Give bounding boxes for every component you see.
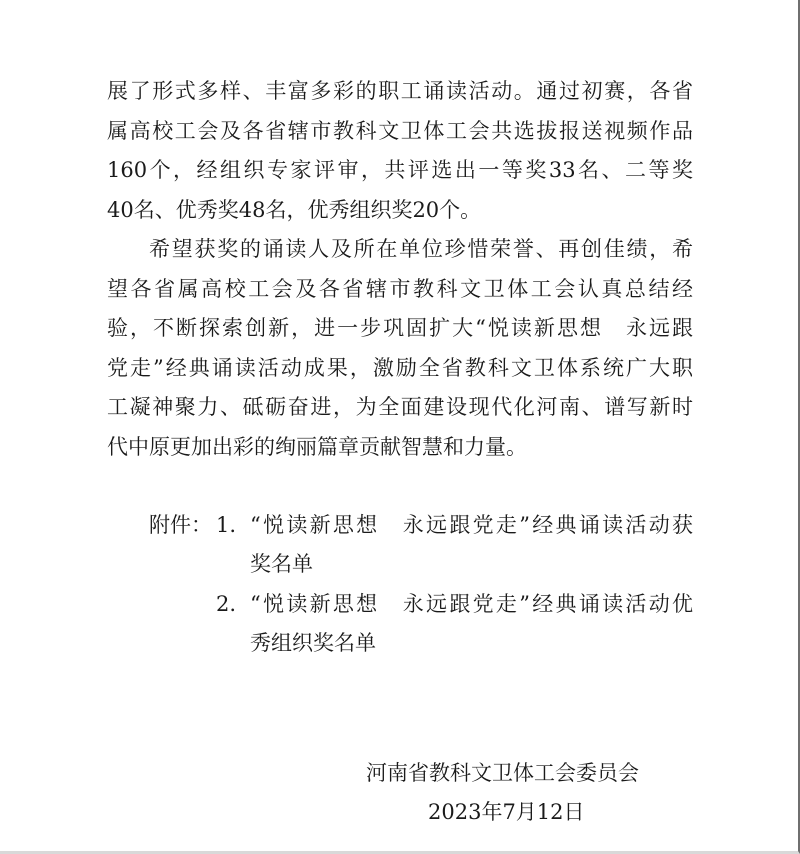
paragraph2-line1: 希望获奖的诵读人及所在单位珍惜荣誉、再创佳绩，希 xyxy=(149,237,693,261)
signature-date: 2023年7月12日 xyxy=(428,800,585,824)
attachment-1-line1: “悦读新思想 永远跟党走”经典诵读活动获 xyxy=(250,513,693,537)
attachment-1-number: 1. xyxy=(216,513,237,537)
attachment-2-number: 2. xyxy=(216,592,237,616)
paragraph1-line1: 展了形式多样、丰富多彩的职工诵读活动。通过初赛，各省 xyxy=(107,79,693,103)
paragraph1-line3: 160个，经组织专家评审，共评选出一等奖33名、二等奖 xyxy=(107,158,693,182)
paragraph2-line6: 代中原更加出彩的绚丽篇章贡献智慧和力量。 xyxy=(107,435,527,459)
attachment-2-line1: “悦读新思想 永远跟党走”经典诵读活动优 xyxy=(250,592,693,616)
attachment-1-line2: 奖名单 xyxy=(250,552,313,576)
paragraph1-line4: 40名、优秀奖48名，优秀组织奖20个。 xyxy=(107,198,482,222)
paragraph2-line3: 验，不断探索创新，进一步巩固扩大“悦读新思想 永远跟 xyxy=(107,316,693,340)
attachments-prefix: 附件： xyxy=(149,513,212,537)
paragraph2-line2: 望各省属高校工会及各省辖市教科文卫体工会认真总结经 xyxy=(107,277,693,301)
paragraph2-line4: 党走”经典诵读活动成果，激励全省教科文卫体系统广大职 xyxy=(107,356,693,380)
paragraph1-line2: 属高校工会及各省辖市教科文卫体工会共选拔报送视频作品 xyxy=(107,119,693,143)
signature-organization: 河南省教科文卫体工会委员会 xyxy=(366,761,639,785)
attachment-2-line2: 秀组织奖名单 xyxy=(250,631,376,655)
paragraph2-line5: 工凝神聚力、砥砺奋进，为全面建设现代化河南、谱写新时 xyxy=(107,395,693,419)
